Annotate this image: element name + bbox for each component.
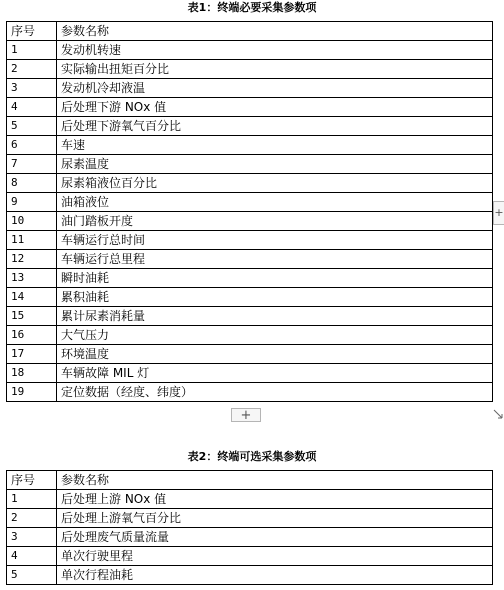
param-name-cell[interactable]: 油箱液位 <box>57 193 493 212</box>
header-serial-number[interactable]: 序号 <box>7 22 57 41</box>
table-row <box>7 155 493 174</box>
param-name-cell[interactable]: 油门踏板开度 <box>57 212 493 231</box>
serial-number-cell[interactable]: 13 <box>7 269 57 288</box>
table-row <box>7 326 493 345</box>
header-param-name[interactable]: 参数名称 <box>57 22 493 41</box>
table1-caption: 表1：终端必要采集参数项 <box>187 1 317 14</box>
serial-number-cell[interactable]: 2 <box>7 60 57 79</box>
param-name-cell[interactable]: 车辆运行总里程 <box>57 250 493 269</box>
param-name-cell[interactable]: 单次行程油耗 <box>57 566 493 585</box>
serial-number-cell[interactable]: 6 <box>7 136 57 155</box>
table-row <box>7 174 493 193</box>
serial-number-cell[interactable]: 10 <box>7 212 57 231</box>
param-name-cell[interactable]: 累计尿素消耗量 <box>57 307 493 326</box>
table-row <box>7 345 493 364</box>
plus-icon: + <box>240 408 252 423</box>
serial-number-cell[interactable]: 14 <box>7 288 57 307</box>
optional-params-table <box>6 470 493 585</box>
serial-number-cell[interactable]: 5 <box>7 117 57 136</box>
param-name-cell[interactable]: 后处理下游氧气百分比 <box>57 117 493 136</box>
plus-icon: + <box>494 206 504 219</box>
param-name-cell[interactable]: 后处理下游 NOx 值 <box>57 98 493 117</box>
add-row-button[interactable] <box>231 408 261 422</box>
table-row <box>7 307 493 326</box>
table-row <box>7 383 493 402</box>
table-row <box>7 490 493 509</box>
table-row <box>7 364 493 383</box>
resize-handle-icon[interactable] <box>493 409 503 419</box>
param-name-cell[interactable]: 环境温度 <box>57 345 493 364</box>
serial-number-cell[interactable]: 4 <box>7 547 57 566</box>
table-row <box>7 79 493 98</box>
param-name-cell[interactable]: 车速 <box>57 136 493 155</box>
table-header-row <box>7 471 493 490</box>
serial-number-cell[interactable]: 3 <box>7 528 57 547</box>
table-row <box>7 231 493 250</box>
param-name-cell[interactable]: 后处理废气质量流量 <box>57 528 493 547</box>
header-serial-number[interactable]: 序号 <box>7 471 57 490</box>
serial-number-cell[interactable]: 8 <box>7 174 57 193</box>
param-name-cell[interactable]: 车辆故障 MIL 灯 <box>57 364 493 383</box>
param-name-cell[interactable]: 后处理上游氧气百分比 <box>57 509 493 528</box>
required-params-table <box>6 21 493 402</box>
table-row <box>7 509 493 528</box>
add-column-button[interactable] <box>493 201 504 225</box>
table-header-row <box>7 22 493 41</box>
serial-number-cell[interactable]: 5 <box>7 566 57 585</box>
table2-caption: 表2：终端可选采集参数项 <box>187 450 317 463</box>
param-name-cell[interactable]: 累积油耗 <box>57 288 493 307</box>
param-name-cell[interactable]: 后处理上游 NOx 值 <box>57 490 493 509</box>
serial-number-cell[interactable]: 9 <box>7 193 57 212</box>
param-name-cell[interactable]: 实际输出扭矩百分比 <box>57 60 493 79</box>
serial-number-cell[interactable]: 15 <box>7 307 57 326</box>
table-row <box>7 250 493 269</box>
table2-body <box>7 490 493 585</box>
serial-number-cell[interactable]: 18 <box>7 364 57 383</box>
table-row <box>7 41 493 60</box>
table1-body <box>7 41 493 402</box>
table-row <box>7 547 493 566</box>
serial-number-cell[interactable]: 3 <box>7 79 57 98</box>
param-name-cell[interactable]: 发动机转速 <box>57 41 493 60</box>
serial-number-cell[interactable]: 12 <box>7 250 57 269</box>
serial-number-cell[interactable]: 11 <box>7 231 57 250</box>
table-row <box>7 566 493 585</box>
param-name-cell[interactable]: 定位数据（经度、纬度） <box>57 383 493 402</box>
serial-number-cell[interactable]: 7 <box>7 155 57 174</box>
serial-number-cell[interactable]: 17 <box>7 345 57 364</box>
table-row <box>7 212 493 231</box>
param-name-cell[interactable]: 发动机冷却液温 <box>57 79 493 98</box>
table-row <box>7 193 493 212</box>
table-row <box>7 288 493 307</box>
table-row <box>7 98 493 117</box>
serial-number-cell[interactable]: 4 <box>7 98 57 117</box>
serial-number-cell[interactable]: 19 <box>7 383 57 402</box>
table-row <box>7 528 493 547</box>
param-name-cell[interactable]: 尿素温度 <box>57 155 493 174</box>
table-row <box>7 136 493 155</box>
header-param-name[interactable]: 参数名称 <box>57 471 493 490</box>
param-name-cell[interactable]: 单次行驶里程 <box>57 547 493 566</box>
serial-number-cell[interactable]: 2 <box>7 509 57 528</box>
param-name-cell[interactable]: 大气压力 <box>57 326 493 345</box>
serial-number-cell[interactable]: 16 <box>7 326 57 345</box>
table-row <box>7 269 493 288</box>
serial-number-cell[interactable]: 1 <box>7 490 57 509</box>
serial-number-cell[interactable]: 1 <box>7 41 57 60</box>
param-name-cell[interactable]: 瞬时油耗 <box>57 269 493 288</box>
table-row <box>7 117 493 136</box>
table-row <box>7 60 493 79</box>
param-name-cell[interactable]: 尿素箱液位百分比 <box>57 174 493 193</box>
param-name-cell[interactable]: 车辆运行总时间 <box>57 231 493 250</box>
